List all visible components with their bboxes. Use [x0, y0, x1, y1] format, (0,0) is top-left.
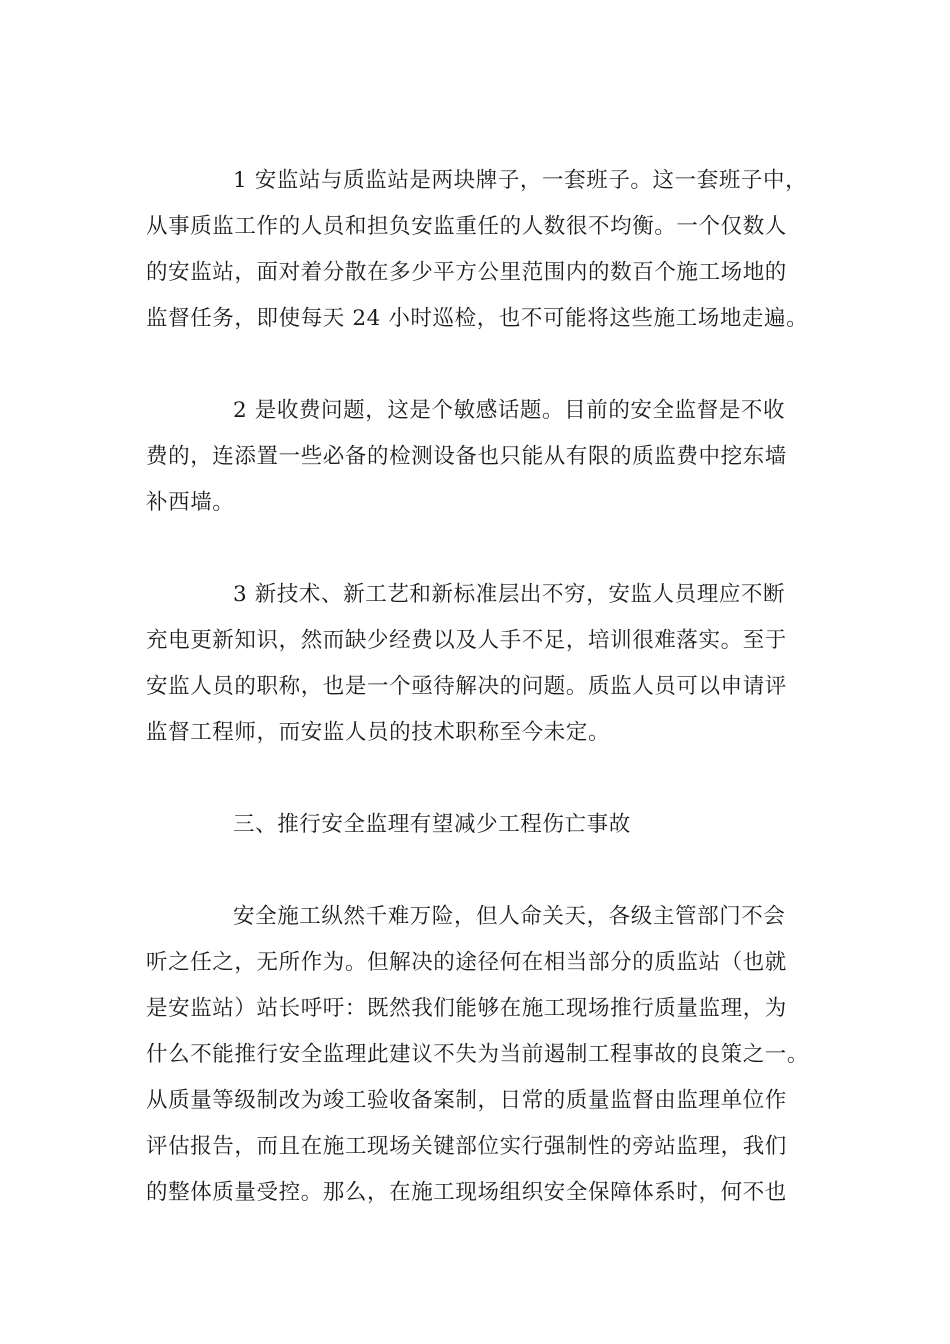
paragraph-5-line-4: 什么不能推行安全监理此建议不失为当前遏制工程事故的良策之一。 [146, 1042, 810, 1067]
paragraph-1-line-1: 1 安监站与质监站是两块牌子，一套班子。这一套班子中， [233, 168, 808, 193]
paragraph-5-line-7: 的整体质量受控。那么，在施工现场组织安全保障体系时，何不也 [146, 1180, 787, 1205]
paragraph-1-line-2: 从事质监工作的人员和担负安监重任的人数很不均衡。一个仅数人 [146, 214, 787, 239]
paragraph-3-line-1: 3 新技术、新工艺和新标准层出不穷，安监人员理应不断 [233, 582, 786, 607]
paragraph-5-line-1: 安全施工纵然千难万险，但人命关天，各级主管部门不会 [233, 904, 786, 929]
paragraph-1-line-4: 监督任务，即使每天 24 小时巡检，也不可能将这些施工场地走遍。 [146, 306, 809, 331]
paragraph-2-line-1: 2 是收费问题，这是个敏感话题。目前的安全监督是不收 [233, 398, 786, 423]
paragraph-5-line-2: 听之任之，无所作为。但解决的途径何在相当部分的质监站（也就 [146, 950, 787, 975]
paragraph-2-line-3: 补西墙。 [146, 490, 235, 515]
paragraph-5-line-5: 从质量等级制改为竣工验收备案制，日常的质量监督由监理单位作 [146, 1088, 787, 1113]
paragraph-3-line-2: 充电更新知识，然而缺少经费以及人手不足，培训很难落实。至于 [146, 628, 787, 653]
paragraph-3-line-4: 监督工程师，而安监人员的技术职称至今未定。 [146, 720, 611, 745]
section-heading: 三、推行安全监理有望减少工程伤亡事故 [233, 812, 631, 837]
paragraph-3-line-3: 安监人员的职称，也是一个亟待解决的问题。质监人员可以申请评 [146, 674, 787, 699]
paragraph-5-line-3: 是安监站）站长呼吁：既然我们能够在施工现场推行质量监理，为 [146, 996, 787, 1021]
paragraph-1-line-3: 的安监站，面对着分散在多少平方公里范围内的数百个施工场地的 [146, 260, 787, 285]
paragraph-2-line-2: 费的，连添置一些必备的检测设备也只能从有限的质监费中挖东墙 [146, 444, 787, 469]
paragraph-5-line-6: 评估报告，而且在施工现场关键部位实行强制性的旁站监理，我们 [146, 1134, 787, 1159]
